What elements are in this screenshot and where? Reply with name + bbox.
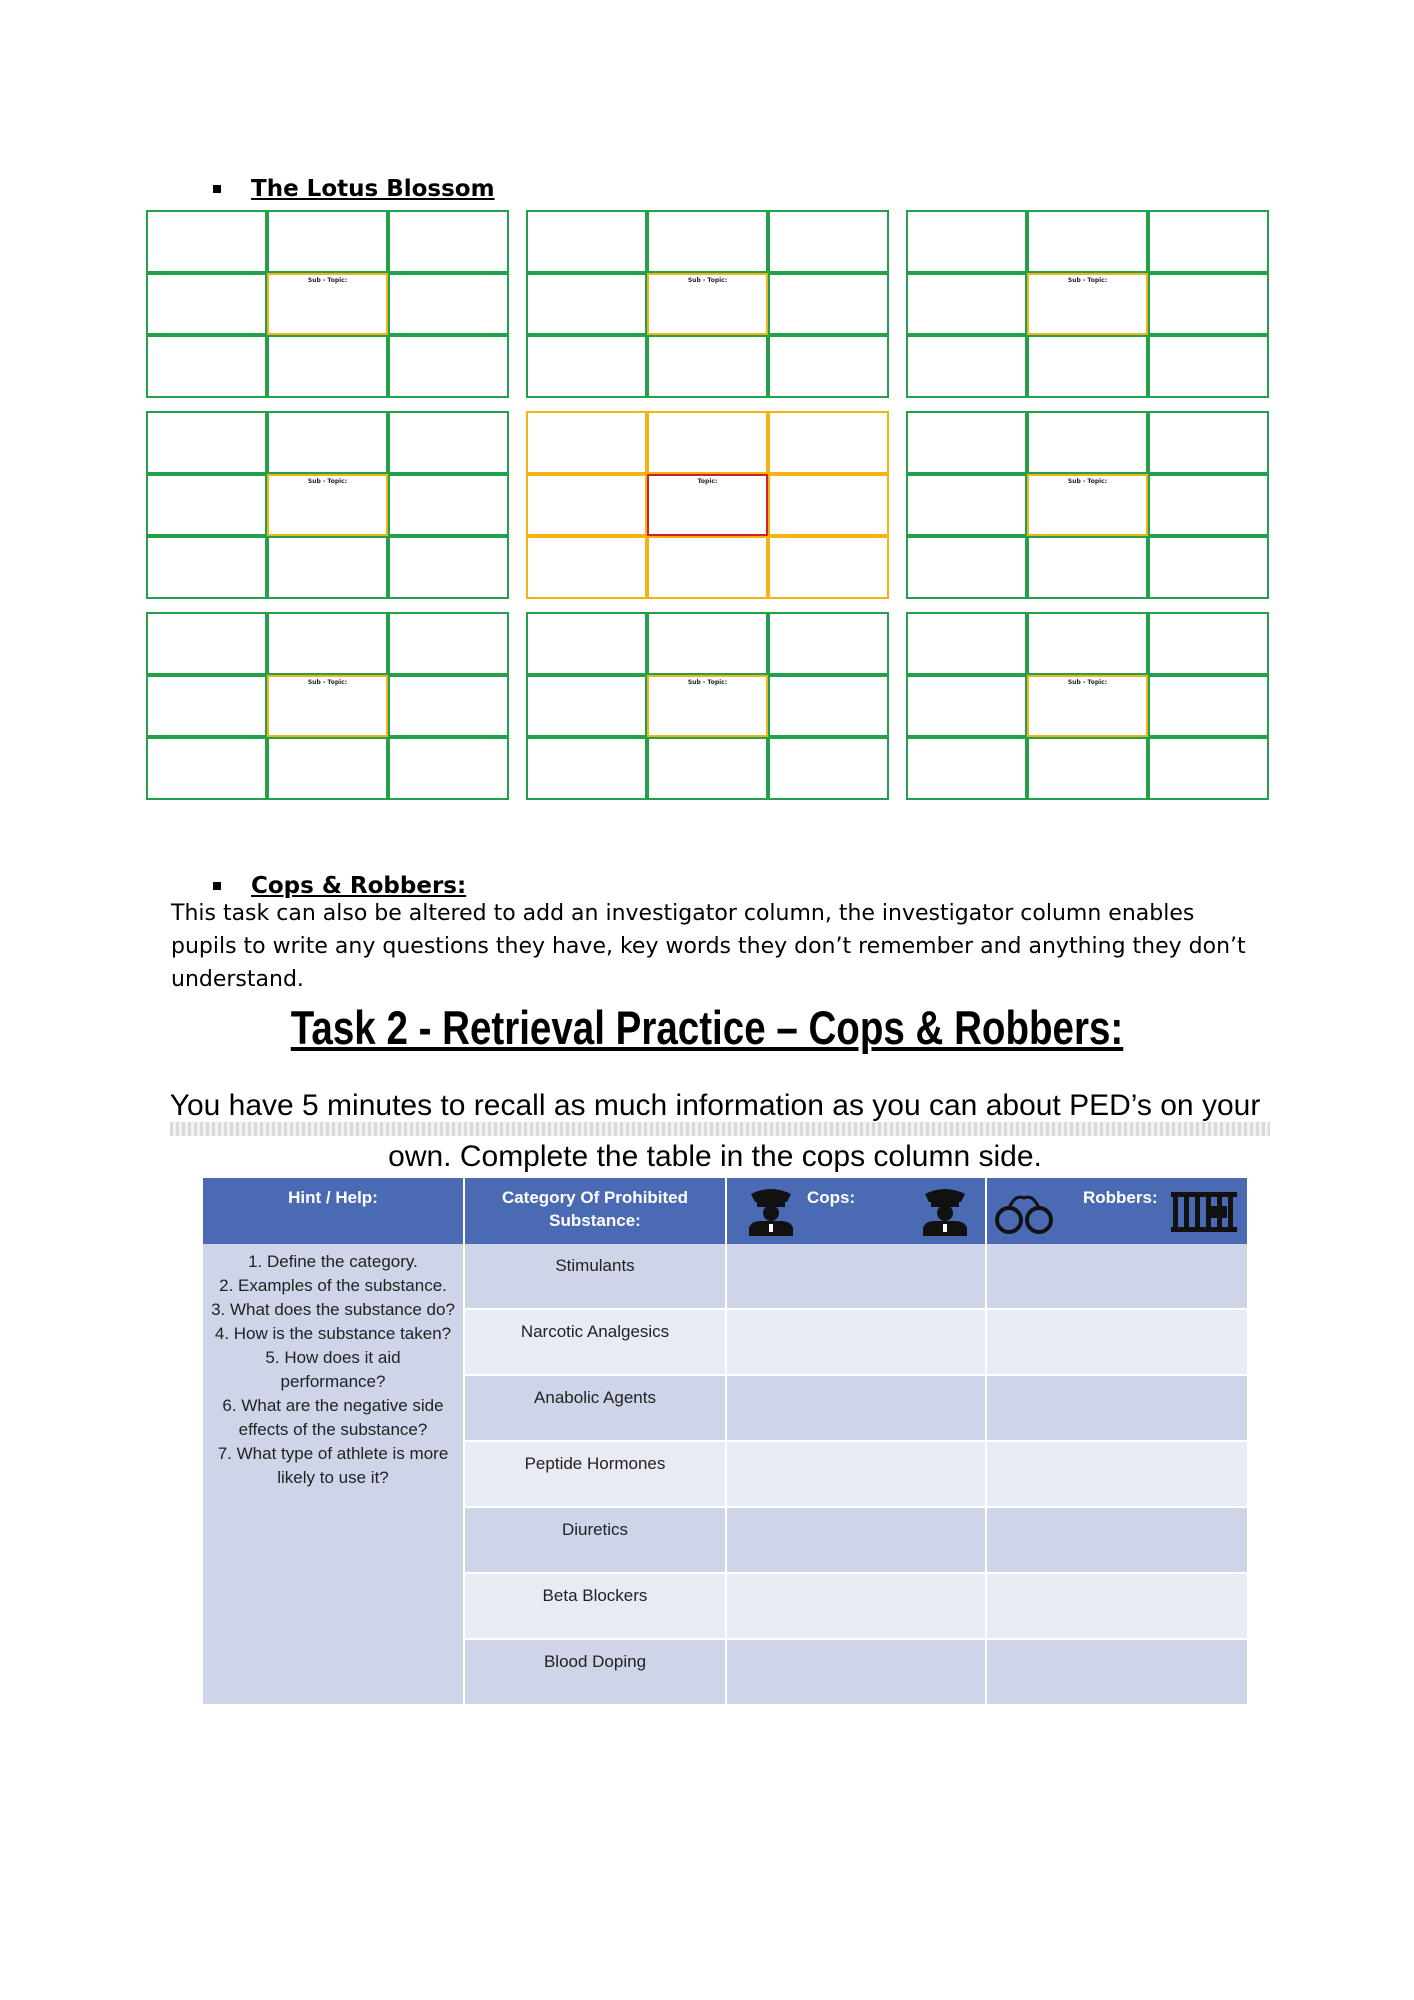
lotus-subtopic-block (146, 612, 509, 800)
lotus-cell (906, 335, 1027, 398)
robbers-answer-cell[interactable] (987, 1310, 1247, 1376)
lotus-cell (1148, 210, 1269, 273)
lotus-cell (906, 411, 1027, 474)
lotus-cell (1027, 612, 1148, 675)
category-cell (465, 1310, 727, 1376)
robbers-answer-cell[interactable] (987, 1442, 1247, 1508)
lotus-cell (388, 335, 509, 398)
header-robbers-label: Robbers: (1083, 1188, 1158, 1207)
lotus-section-heading (213, 176, 495, 202)
lotus-cell (146, 612, 267, 675)
lotus-cell (768, 675, 889, 738)
lotus-cell (526, 335, 647, 398)
header-robbers (987, 1178, 1247, 1244)
header-cops-label: Cops: (807, 1188, 856, 1207)
cops-section-heading (213, 873, 466, 899)
lotus-cell (146, 411, 267, 474)
lotus-heading: The Lotus Blossom (251, 176, 495, 202)
lotus-subtopic-block (146, 411, 509, 599)
lotus-cell (146, 536, 267, 599)
lotus-cell (526, 675, 647, 738)
category-cell (465, 1376, 727, 1442)
lotus-cell (768, 335, 889, 398)
subtopic-cell (1027, 474, 1148, 537)
lotus-cell (1027, 335, 1148, 398)
lotus-center-block (526, 411, 889, 599)
robbers-answer-cell[interactable] (987, 1376, 1247, 1442)
lotus-subtopic-block (906, 210, 1269, 398)
cops-answer-cell[interactable] (727, 1508, 987, 1574)
lotus-cell (388, 536, 509, 599)
lotus-cell (1148, 273, 1269, 336)
lotus-blossom-grid (146, 210, 1269, 801)
lotus-cell (647, 210, 768, 273)
cops-robbers-table (203, 1178, 1247, 1706)
lotus-cell (768, 210, 889, 273)
lotus-cell (768, 411, 889, 474)
category-cell (465, 1442, 727, 1508)
lotus-cell (647, 612, 768, 675)
lotus-subtopic-block (146, 210, 509, 398)
cops-answer-cell[interactable] (727, 1640, 987, 1706)
police-officer-icon (919, 1186, 971, 1236)
lotus-cell (1027, 210, 1148, 273)
lotus-cell (906, 210, 1027, 273)
bullet-icon (213, 185, 221, 193)
lotus-cell (526, 737, 647, 800)
lotus-cell (647, 536, 768, 599)
hint-list (203, 1244, 463, 1490)
lotus-cell (526, 411, 647, 474)
lotus-cell (146, 210, 267, 273)
lotus-cell (906, 612, 1027, 675)
hint-item: 6. What are the negative side effects of the substance? (222, 1396, 444, 1439)
cops-answer-cell[interactable] (727, 1442, 987, 1508)
hint-cell (203, 1244, 465, 1706)
lotus-cell (1148, 612, 1269, 675)
lotus-cell (768, 612, 889, 675)
lotus-cell (388, 273, 509, 336)
lotus-cell (146, 737, 267, 800)
lotus-subtopic-block (906, 612, 1269, 800)
category-cell (465, 1508, 727, 1574)
lotus-cell (906, 675, 1027, 738)
lotus-cell (906, 474, 1027, 537)
lotus-cell (388, 411, 509, 474)
lotus-subtopic-block (526, 612, 889, 800)
cops-answer-cell[interactable] (727, 1376, 987, 1442)
subtopic-label: Sub - Topic: (307, 276, 348, 284)
category-label: Anabolic Agents (534, 1388, 656, 1407)
lotus-cell (526, 612, 647, 675)
topic-label: Topic: (697, 477, 718, 485)
lotus-cell (267, 536, 388, 599)
subtopic-cell (647, 675, 768, 738)
category-cell (465, 1244, 727, 1310)
cops-answer-cell[interactable] (727, 1310, 987, 1376)
lotus-subtopic-block (526, 210, 889, 398)
category-label: Narcotic Analgesics (520, 1322, 670, 1341)
topic-cell (647, 474, 768, 537)
lotus-cell (146, 675, 267, 738)
hint-item: 7. What type of athlete is more likely to use it? (217, 1444, 449, 1487)
hint-item: 2. Examples of the substance. (219, 1276, 447, 1295)
robbers-answer-cell[interactable] (987, 1574, 1247, 1640)
cops-answer-cell[interactable] (727, 1244, 987, 1310)
lotus-cell (768, 273, 889, 336)
lotus-cell (906, 273, 1027, 336)
subtopic-cell (1027, 675, 1148, 738)
lotus-cell (146, 273, 267, 336)
lotus-cell (768, 474, 889, 537)
subtopic-label: Sub - Topic: (687, 678, 728, 686)
robbers-answer-cell[interactable] (987, 1640, 1247, 1706)
subtopic-label: Sub - Topic: (307, 678, 348, 686)
lotus-cell (146, 335, 267, 398)
subtopic-label: Sub - Topic: (687, 276, 728, 284)
lotus-cell (526, 536, 647, 599)
header-cops (727, 1178, 987, 1244)
lotus-cell (388, 737, 509, 800)
lotus-cell (388, 675, 509, 738)
lotus-cell (526, 474, 647, 537)
subtopic-label: Sub - Topic: (1067, 678, 1108, 686)
lotus-cell (526, 273, 647, 336)
category-label: Diuretics (561, 1520, 629, 1539)
lotus-cell (526, 210, 647, 273)
police-officer-icon (745, 1186, 797, 1236)
task-title: Task 2 - Retrieval Practice – Cops & Robbers: (290, 1001, 1124, 1054)
hint-item: 3. What does the substance do? (211, 1300, 455, 1319)
hint-item: 4. How is the substance taken? (214, 1324, 452, 1343)
subtopic-label: Sub - Topic: (1067, 477, 1108, 485)
lotus-cell (146, 474, 267, 537)
subtopic-cell (1027, 273, 1148, 336)
bullet-icon (213, 882, 221, 890)
lotus-cell (267, 612, 388, 675)
cops-description: This task can also be altered to add an investigator column, the investigator column enables pupils to write any questions they have, key words they don’t remember and anything they don’t understand. (171, 901, 1246, 992)
subtopic-cell (267, 273, 388, 336)
lotus-cell (267, 335, 388, 398)
lotus-cell (1148, 737, 1269, 800)
lotus-cell (647, 737, 768, 800)
lotus-cell (267, 411, 388, 474)
lotus-cell (647, 335, 768, 398)
category-label: Stimulants (555, 1256, 635, 1275)
lotus-cell (388, 612, 509, 675)
header-category (465, 1178, 727, 1244)
category-cell (465, 1640, 727, 1706)
cops-heading: Cops & Robbers: (251, 873, 467, 899)
lotus-cell (388, 210, 509, 273)
lotus-cell (1148, 675, 1269, 738)
lotus-cell (1027, 411, 1148, 474)
lotus-cell (388, 474, 509, 537)
robbers-answer-cell[interactable] (987, 1508, 1247, 1574)
lotus-cell (1148, 474, 1269, 537)
lotus-subtopic-block (906, 411, 1269, 599)
header-category-label: Category Of Prohibited Substance: (501, 1188, 689, 1230)
jail-bars-icon (1171, 1192, 1237, 1232)
lotus-cell (267, 210, 388, 273)
hint-item: 5. How does it aid performance? (265, 1348, 401, 1391)
lotus-cell (1027, 536, 1148, 599)
subtopic-cell (647, 273, 768, 336)
lotus-cell (768, 536, 889, 599)
lotus-cell (267, 737, 388, 800)
lotus-cell (1148, 335, 1269, 398)
handcuffs-icon (993, 1190, 1055, 1236)
category-cell (465, 1574, 727, 1640)
lotus-cell (906, 536, 1027, 599)
lotus-cell (1148, 536, 1269, 599)
lotus-cell (647, 411, 768, 474)
category-label: Beta Blockers (542, 1586, 648, 1605)
subtopic-cell (267, 675, 388, 738)
task-instructions: You have 5 minutes to recall as much information as you can about PED’s on your own. Complete the table in the cops column side. (169, 1089, 1261, 1173)
lotus-cell (768, 737, 889, 800)
subtopic-label: Sub - Topic: (1067, 276, 1108, 284)
header-hint-label: Hint / Help: (288, 1188, 378, 1207)
cops-answer-cell[interactable] (727, 1574, 987, 1640)
category-label: Peptide Hormones (524, 1454, 666, 1473)
header-hint (203, 1178, 465, 1244)
lotus-cell (906, 737, 1027, 800)
lotus-cell (1148, 411, 1269, 474)
subtopic-label: Sub - Topic: (307, 477, 348, 485)
lotus-cell (1027, 737, 1148, 800)
hint-item: 1. Define the category. (248, 1252, 418, 1271)
category-label: Blood Doping (543, 1652, 647, 1671)
subtopic-cell (267, 474, 388, 537)
robbers-answer-cell[interactable] (987, 1244, 1247, 1310)
